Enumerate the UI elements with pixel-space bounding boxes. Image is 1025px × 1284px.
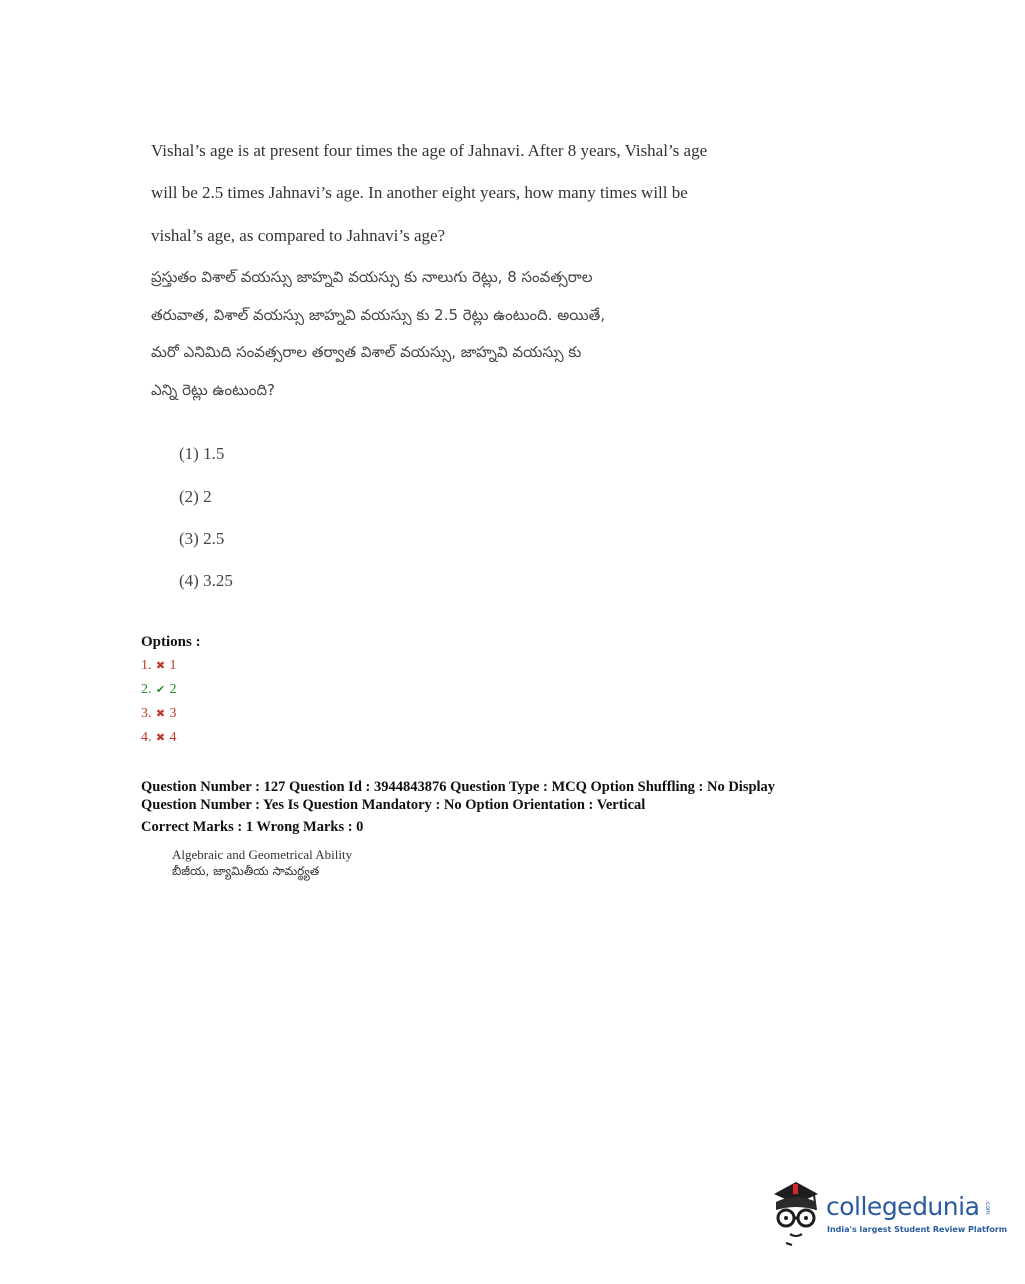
option-value: 4 [169, 730, 177, 745]
logo-brand-name: collegedunia [826, 1192, 980, 1221]
question-text-english-line-1: Vishal’s age is at present four times the age of Jahnavi. After 8 years, Vishal’s age [151, 141, 708, 160]
cross-icon: ✖ [155, 660, 166, 672]
cross-icon: ✖ [155, 732, 166, 744]
section-label [172, 847, 352, 879]
question-text-english-line-2: will be 2.5 times Jahnavi’s age. In another eight years, how many times will be [151, 183, 688, 202]
question-text-telugu-line-3: మరో ఎనిమిది సంవత్సరాల తర్వాత విశాల్ వయస్సు, జాహ్నవి వయస్సు కు [151, 343, 582, 361]
option-item-3 [141, 705, 177, 723]
option-item-2 [141, 681, 177, 699]
option-item-1 [141, 657, 177, 675]
cross-icon: ✖ [155, 708, 166, 720]
question-meta-line-2: Question Number : Yes Is Question Mandatory : No Option Orientation : Vertical [141, 797, 646, 813]
question-text-telugu-line-4: ఎన్ని రెట్లు ఉంటుంది? [151, 381, 276, 399]
student-mascot-icon [766, 1176, 826, 1246]
option-number: 2. [141, 682, 152, 697]
answer-choice-3: (3) 2.5 [179, 529, 225, 548]
answer-choice-4: (4) 3.25 [179, 571, 233, 590]
answer-choice-2: (2) 2 [179, 487, 212, 506]
section-label-english: Algebraic and Geometrical Ability [172, 847, 353, 862]
option-value: 2 [169, 682, 177, 697]
answer-choice-1: (1) 1.5 [179, 444, 225, 463]
check-icon: ✔ [155, 684, 166, 696]
logo-domain: .com [984, 1200, 991, 1215]
question-text-english-line-3: vishal’s age, as compared to Jahnavi’s age? [151, 226, 446, 245]
question-text-telugu-line-1: ప్రస్తుతం విశాల్ వయస్సు జాహ్నవి వయస్సు కు నాలుగు రెట్లు, 8 సంవత్సరాల [151, 268, 593, 286]
question-text-telugu-line-2: తరువాత, విశాల్ వయస్సు జాహ్నవి వయస్సు కు 2.5 రెట్లు ఉంటుంది. అయితే, [151, 306, 606, 324]
option-item-4 [141, 729, 177, 747]
section-label-telugu: బీజీయ, జ్యామితీయ సామర్థ్యత [172, 864, 320, 878]
options-title: Options : [141, 634, 201, 650]
option-number: 1. [141, 658, 152, 673]
question-marks: Correct Marks : 1 Wrong Marks : 0 [141, 819, 364, 835]
collegedunia-logo [766, 1176, 1008, 1246]
logo-tagline: India's largest Student Review Platform [827, 1225, 1008, 1234]
option-number: 4. [141, 730, 152, 745]
option-value: 1 [169, 658, 177, 673]
option-number: 3. [141, 706, 152, 721]
question-meta-line-1: Question Number : 127 Question Id : 3944843876 Question Type : MCQ Option Shuffling : No Display [141, 779, 776, 795]
option-value: 3 [169, 706, 177, 721]
